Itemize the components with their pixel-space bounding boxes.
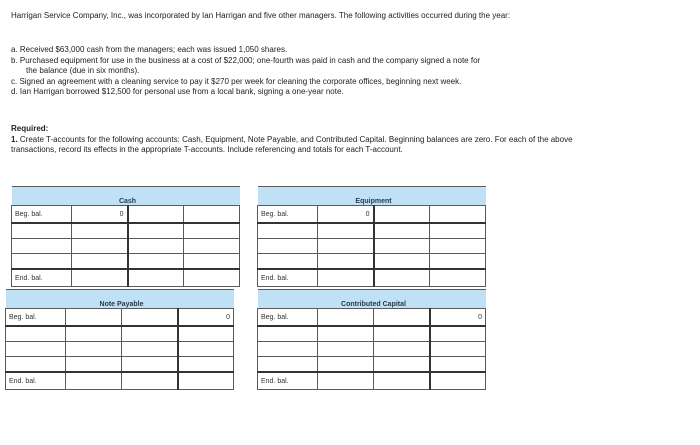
credit-ref-cell[interactable] — [374, 223, 430, 239]
credit-amount-cell[interactable] — [184, 206, 240, 224]
debit-cell[interactable] — [318, 223, 374, 239]
credit-cell[interactable] — [184, 269, 240, 287]
credit-ref-cell[interactable] — [374, 357, 430, 373]
credit-ref-cell[interactable] — [374, 269, 430, 287]
credit-ref-cell[interactable] — [374, 372, 430, 390]
end-bal-value[interactable] — [430, 372, 486, 390]
credit-ref-cell[interactable] — [374, 239, 430, 254]
debit-cell[interactable] — [318, 342, 374, 357]
credit-cell[interactable] — [430, 326, 486, 342]
debit-cell[interactable] — [318, 357, 374, 373]
t-account-title: Equipment — [318, 187, 430, 206]
beg-bal-label: Beg. bal. — [6, 309, 66, 327]
debit-cell[interactable] — [318, 326, 374, 342]
credit-ref-cell[interactable] — [128, 254, 184, 270]
credit-ref-cell[interactable] — [122, 342, 178, 357]
credit-ref-cell[interactable] — [374, 254, 430, 270]
debit-cell[interactable] — [318, 254, 374, 270]
credit-ref-cell[interactable] — [128, 269, 184, 287]
ref-cell[interactable] — [258, 254, 318, 270]
problem-intro — [11, 10, 611, 21]
t-account-title: Contributed Capital — [318, 290, 430, 309]
credit-cell[interactable] — [430, 223, 486, 239]
end-bal-value[interactable] — [72, 269, 128, 287]
debit-cell[interactable] — [72, 239, 128, 254]
debit-cell[interactable] — [66, 372, 122, 390]
activity-b-cont: the balance (due in six months). — [26, 66, 140, 75]
debit-cell[interactable] — [318, 372, 374, 390]
ref-cell[interactable] — [6, 357, 66, 373]
activity-a: a. Received $63,000 cash from the managers; each was issued 1,050 shares. — [11, 45, 288, 54]
t-account-cash — [11, 186, 240, 287]
ref-cell[interactable] — [258, 239, 318, 254]
ref-cell[interactable] — [258, 326, 318, 342]
t-account-note-payable — [5, 289, 234, 390]
beg-bal-value[interactable]: 0 — [178, 309, 234, 327]
credit-cell[interactable] — [178, 342, 234, 357]
activity-c: c. Signed an agreement with a cleaning service to pay it $270 per week for cleaning the corporate offices, beginning next week. — [11, 76, 462, 86]
activity-list — [11, 45, 611, 98]
ref-cell[interactable] — [6, 342, 66, 357]
credit-cell[interactable] — [184, 223, 240, 239]
debit-cell[interactable] — [66, 309, 122, 327]
end-bal-value[interactable] — [178, 372, 234, 390]
beg-bal-label: Beg. bal. — [12, 206, 72, 224]
debit-cell[interactable] — [66, 342, 122, 357]
debit-amount-cell[interactable] — [374, 309, 430, 327]
credit-cell[interactable] — [430, 269, 486, 287]
ref-cell[interactable] — [6, 326, 66, 342]
ref-cell[interactable] — [258, 342, 318, 357]
end-bal-label: End. bal. — [258, 372, 318, 390]
ref-cell[interactable] — [258, 357, 318, 373]
beg-bal-value[interactable]: 0 — [318, 206, 374, 224]
credit-cell[interactable] — [184, 254, 240, 270]
end-bal-label: End. bal. — [6, 372, 66, 390]
credit-cell[interactable] — [178, 326, 234, 342]
beg-bal-value[interactable]: 0 — [430, 309, 486, 327]
credit-cell[interactable] — [128, 206, 184, 224]
beg-bal-value[interactable]: 0 — [72, 206, 128, 224]
t-account-equipment — [257, 186, 486, 287]
credit-cell[interactable] — [184, 239, 240, 254]
credit-cell[interactable] — [430, 254, 486, 270]
beg-bal-label: Beg. bal. — [258, 309, 318, 327]
required-heading: Required: — [11, 124, 49, 133]
activity-b: b. Purchased equipment for use in the business at a cost of $22,000; one-fourth was paid in cash and the company signed a note for — [11, 55, 481, 65]
end-bal-value[interactable] — [318, 269, 374, 287]
credit-cell[interactable] — [178, 357, 234, 373]
t-account-title: Cash — [72, 187, 184, 206]
ref-cell[interactable] — [12, 223, 72, 239]
credit-ref-cell[interactable] — [122, 372, 178, 390]
instruction-number: 1. — [11, 134, 18, 144]
credit-cell[interactable] — [430, 239, 486, 254]
ref-cell[interactable] — [258, 223, 318, 239]
debit-cell[interactable] — [66, 357, 122, 373]
credit-ref-cell[interactable] — [128, 223, 184, 239]
debit-cell[interactable] — [318, 239, 374, 254]
debit-cell[interactable] — [318, 309, 374, 327]
required-section — [11, 124, 601, 156]
activity-d: d. Ian Harrigan borrowed $12,500 for personal use from a local bank, signing a one-year note. — [11, 87, 344, 96]
credit-ref-cell[interactable] — [374, 342, 430, 357]
t-account-title: Note Payable — [66, 290, 178, 309]
credit-cell[interactable] — [374, 206, 430, 224]
credit-cell[interactable] — [430, 342, 486, 357]
t-account-contributed-capital — [257, 289, 486, 390]
credit-ref-cell[interactable] — [122, 357, 178, 373]
end-bal-label: End. bal. — [12, 269, 72, 287]
required-instruction — [11, 135, 601, 156]
ref-cell[interactable] — [12, 254, 72, 270]
intro-text: Harrigan Service Company, Inc., was incorporated by Ian Harrigan and five other managers. The following activities occurred during the year: — [11, 11, 511, 20]
credit-ref-cell[interactable] — [374, 326, 430, 342]
credit-amount-cell[interactable] — [430, 206, 486, 224]
end-bal-label: End. bal. — [258, 269, 318, 287]
debit-cell[interactable] — [66, 326, 122, 342]
credit-ref-cell[interactable] — [128, 239, 184, 254]
debit-cell[interactable] — [72, 254, 128, 270]
debit-cell[interactable] — [72, 223, 128, 239]
ref-cell[interactable] — [12, 239, 72, 254]
credit-ref-cell[interactable] — [122, 326, 178, 342]
instruction-text: Create T-accounts for the following accounts: Cash, Equipment, Note Payable, and Contributed Capital. Beginning balances are zero. For each of the above transactions, record its effects in the appropriate T-accounts. Include referencing and totals for each T-account. — [11, 134, 573, 154]
beg-bal-label: Beg. bal. — [258, 206, 318, 224]
debit-amount-cell[interactable] — [122, 309, 178, 327]
credit-cell[interactable] — [430, 357, 486, 373]
